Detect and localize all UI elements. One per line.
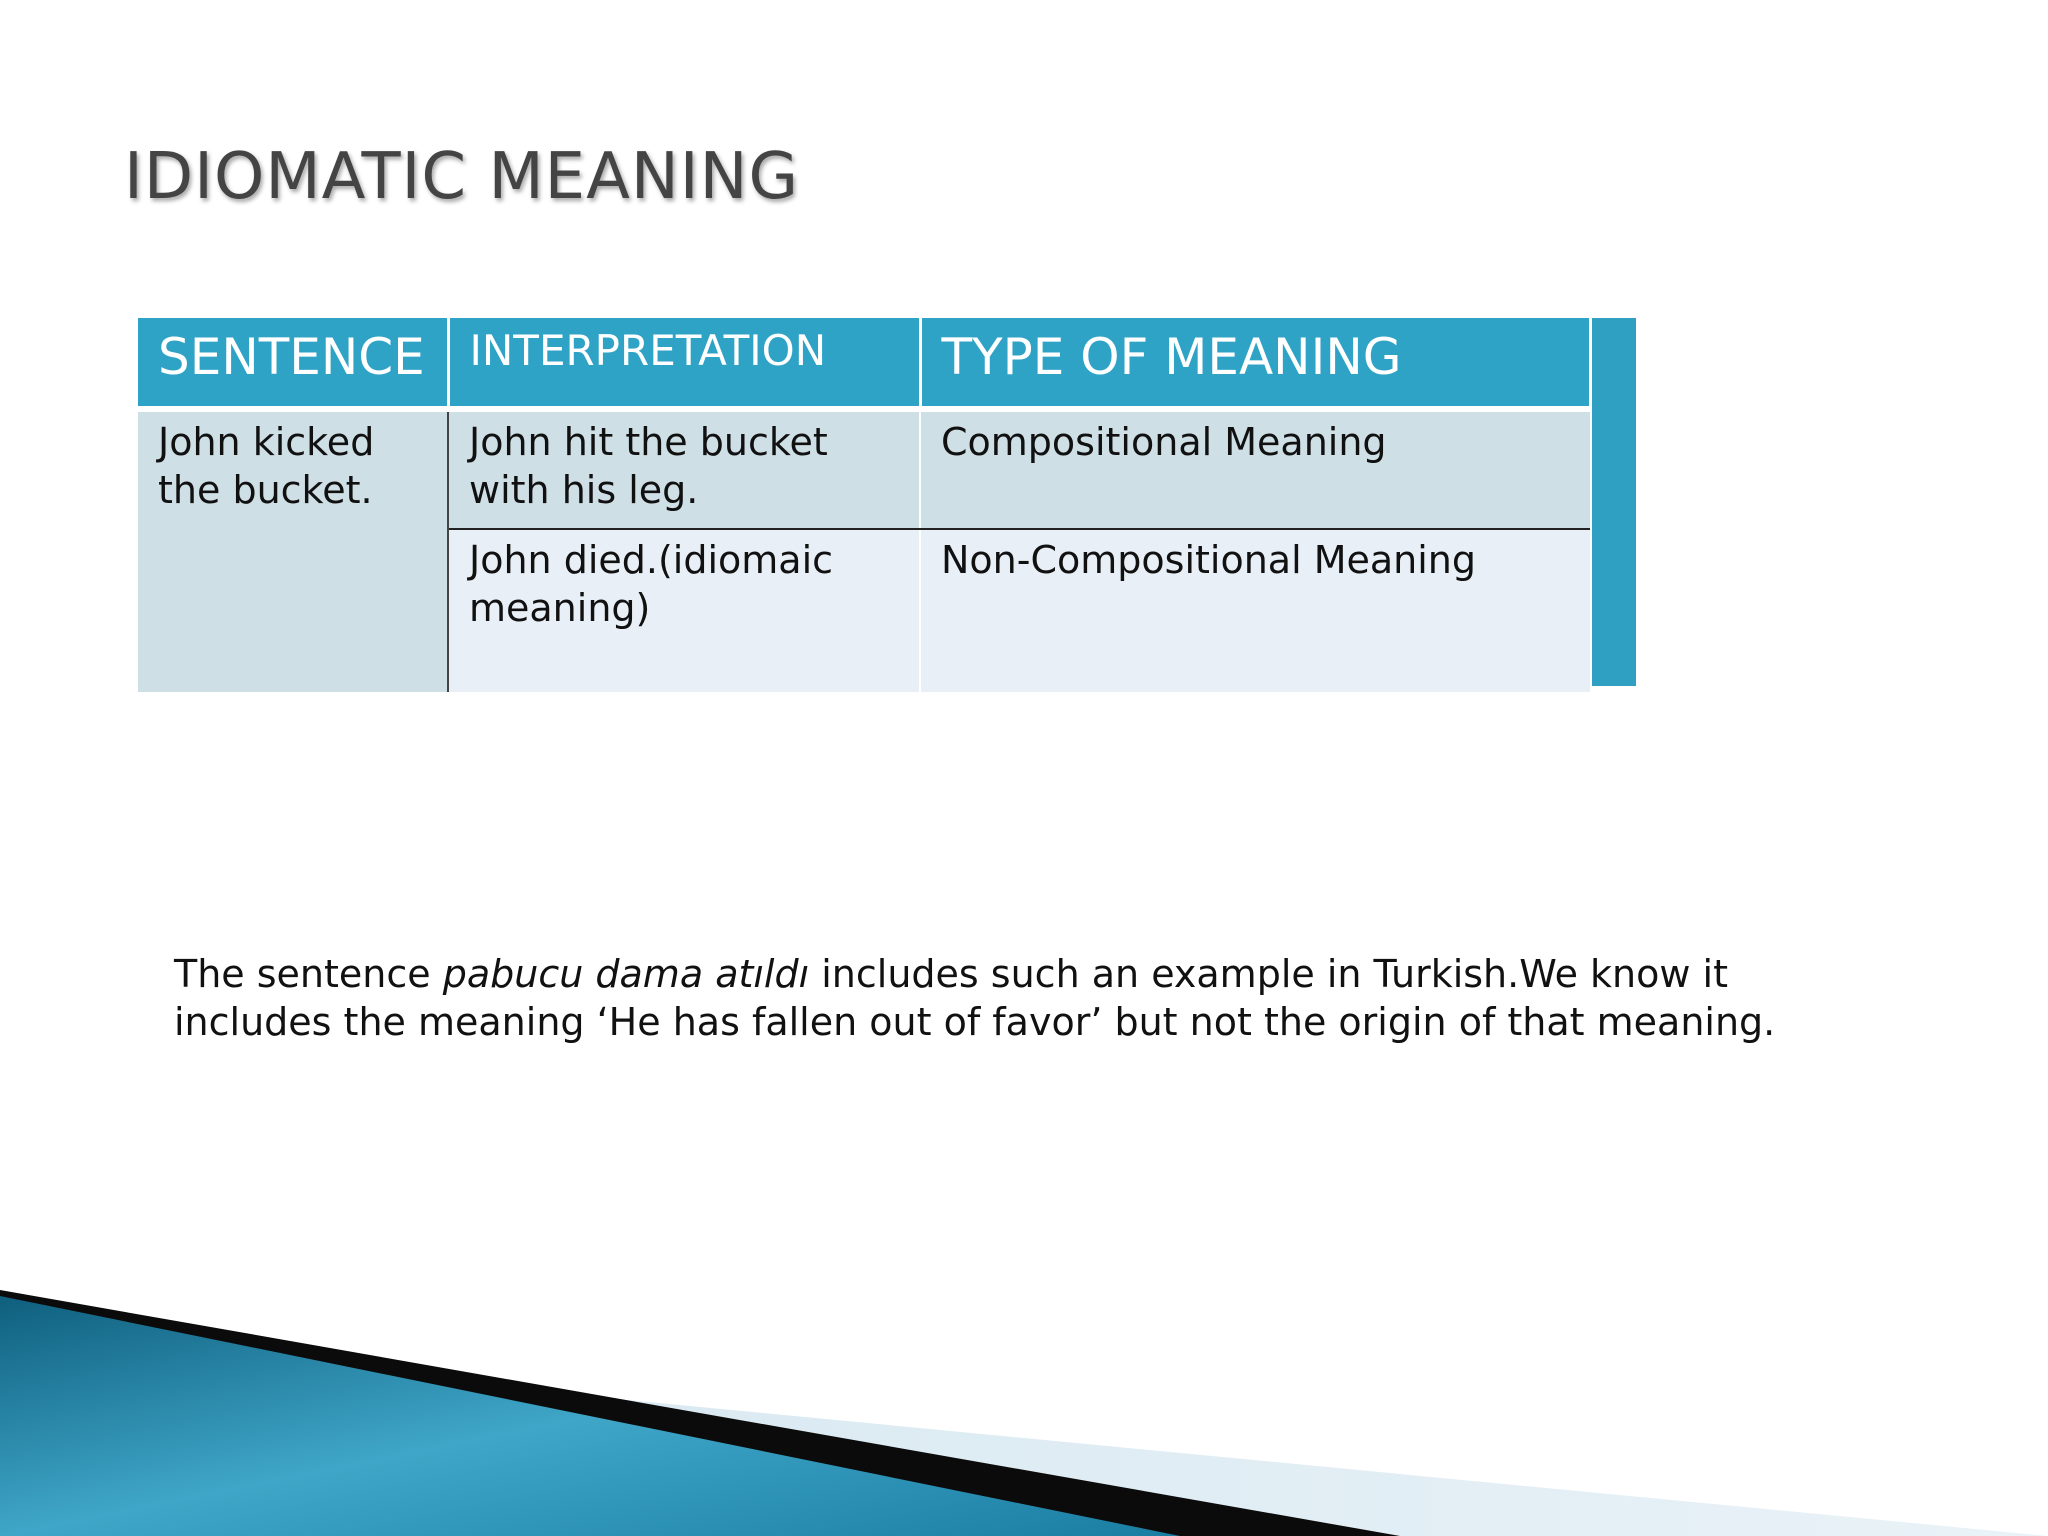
slide-title: IDIOMATIC MEANING (124, 140, 800, 214)
meaning-table (138, 318, 1592, 692)
table-header-row (138, 318, 1590, 409)
cell-interpretation-compositional: John hit the bucket with his leg. (448, 409, 920, 529)
swoosh-blue-wave (0, 1296, 1180, 1536)
table-accent-bar (1592, 318, 1636, 686)
meaning-table-container (138, 318, 1636, 688)
header-type-of-meaning: TYPE OF MEANING (920, 318, 1590, 409)
turkish-example-paragraph (174, 950, 1874, 1046)
paragraph-text-start: The sentence (174, 952, 443, 996)
table-row (138, 409, 1590, 529)
cell-type-non-compositional: Non-Compositional Meaning (920, 529, 1590, 692)
header-interpretation: INTERPRETATION (448, 318, 920, 409)
cell-type-compositional: Compositional Meaning (920, 409, 1590, 529)
paragraph-text-end: includes such an example in Turkish.We know it includes the meaning ‘He has fallen out of favor’ but not the origin of that meaning. (174, 952, 1776, 1044)
decorative-swoosh (0, 1280, 2048, 1536)
header-sentence: SENTENCE (138, 318, 448, 409)
cell-interpretation-idiomatic: John died.(idiomaic meaning) (448, 529, 920, 692)
turkish-idiom: pabucu dama atıldı (442, 952, 810, 996)
cell-sentence: John kicked the bucket. (138, 409, 448, 692)
